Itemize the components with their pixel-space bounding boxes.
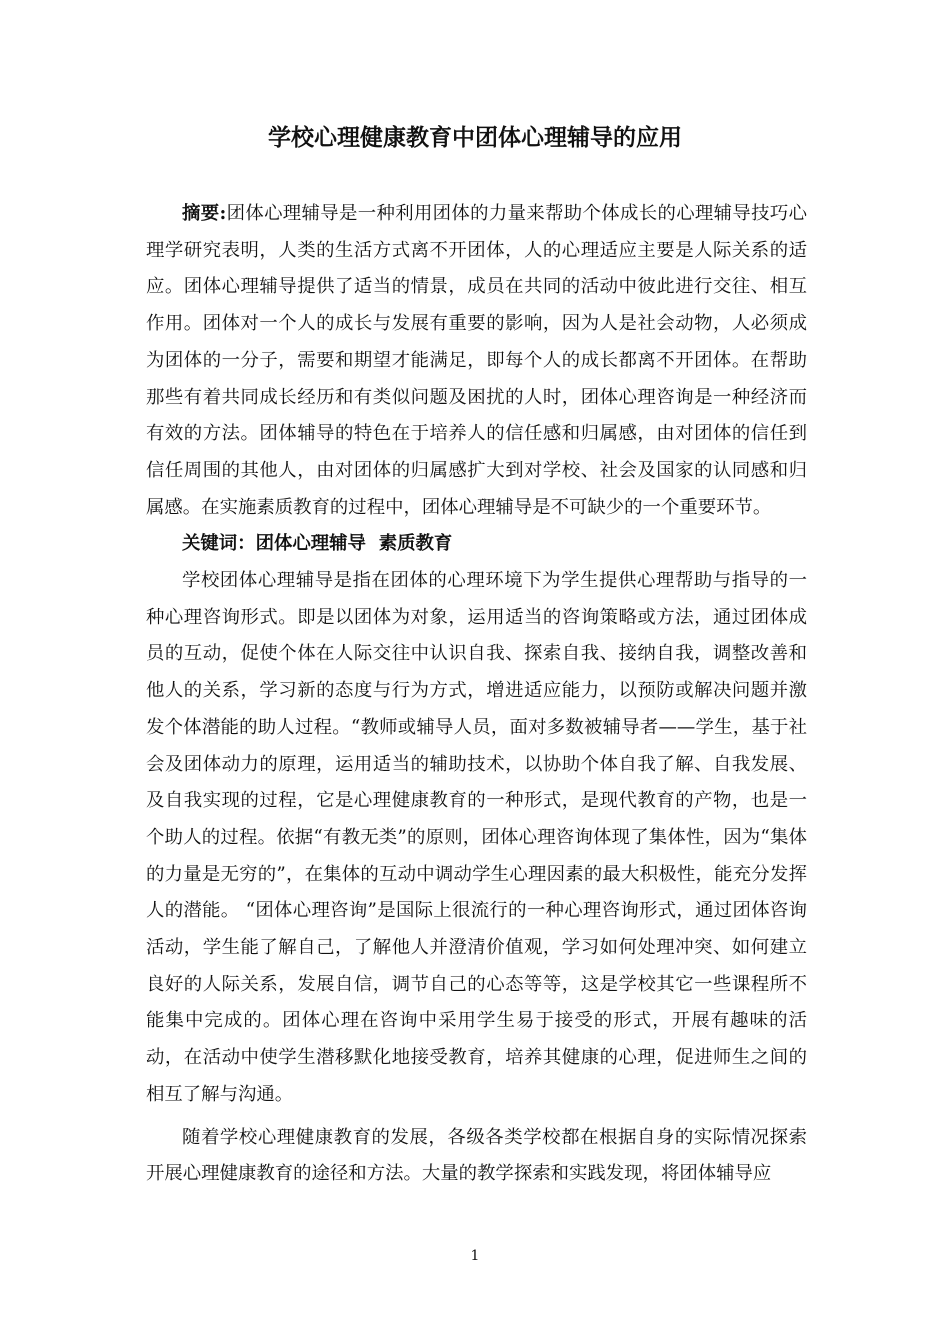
keywords-label: 关键词： bbox=[182, 533, 256, 555]
page-number: 1 bbox=[470, 1248, 480, 1264]
keywords-paragraph bbox=[146, 526, 807, 563]
body-paragraph: 学校团体心理辅导是指在团体的心理环境下为学生提供心理帮助与指导的一种心理咨询形式。即是以团体为对象，运用适当的咨询策略或方法，通过团体成员的互动，促使个体在人际交往中认识自我、探索自我、接纳自我，调整改善和他人的关系，学习新的态度与行为方式，增进适应能力，以预防或解决问题并激发个体潜能的助人过程。“教师或辅导人员，面对多数被辅导者——学生，基于社会及团体动力的原理，运用适当的辅助技术，以协助个体自我了解、自我发展、及自我实现的过程，它是心理健康教育的一种形式，是现代教育的产物，也是一个助人的过程。依据“有教无类”的原则，团体心理咨询体现了集体性，因为“集体的力量是无穷的”，在集体的互动中调动学生心理因素的最大积极性，能充分发挥人的潜能。 “团体心理咨询”是国际上很流行的一种心理咨询形式，通过团体咨询活动，学生能了解自己，了解他人并澄清价值观，学习如何处理冲突、如何建立良好的人际关系，发展自信，调节自己的心态等等，这是学校其它一些课程所不能集中完成的。团体心理在咨询中采用学生易于接受的形式，开展有趣味的活动，在活动中使学生潜移默化地接受教育，培养其健康的心理，促进师生之间的相互了解与沟通。 bbox=[146, 570, 807, 1105]
body-paragraph: 随着学校心理健康教育的发展，各级各类学校都在根据自身的实际情况探索开展心理健康教育的途径和方法。大量的教学探索和实践发现，将团体辅导应 bbox=[146, 1126, 807, 1185]
keywords-text: 团体心理辅导 素质教育 bbox=[255, 533, 453, 555]
document-title: 学校心理健康教育中团体心理辅导的应用 bbox=[268, 124, 682, 151]
abstract-text: 团体心理辅导是一种利用团体的力量来帮助个体成长的心理辅导技巧心理学研究表明，人类的生活方式离不开团体，人的心理适应主要是人际关系的适应。团体心理辅导提供了适当的情景，成员在共同的活动中彼此进行交往、相互作用。团体对一个人的成长与发展有重要的影响，因为人是社会动物，人必须成为团体的一分子，需要和期望才能满足，即每个人的成长都离不开团体。在帮助那些有着共同成长经历和有类似问题及困扰的人时，团体心理咨询是一种经济而有效的方法。团体辅导的特色在于培养人的信任感和归属感，由对团体的信任到信任周围的其他人，由对团体的归属感扩大到对学校、社会及国家的认同感和归属感。在实施素质教育的过程中，团体心理辅导是不可缺少的一个重要环节。 bbox=[146, 203, 807, 518]
abstract-paragraph bbox=[146, 196, 807, 526]
abstract-label: 摘要: bbox=[182, 203, 227, 224]
document-body bbox=[146, 196, 807, 1193]
